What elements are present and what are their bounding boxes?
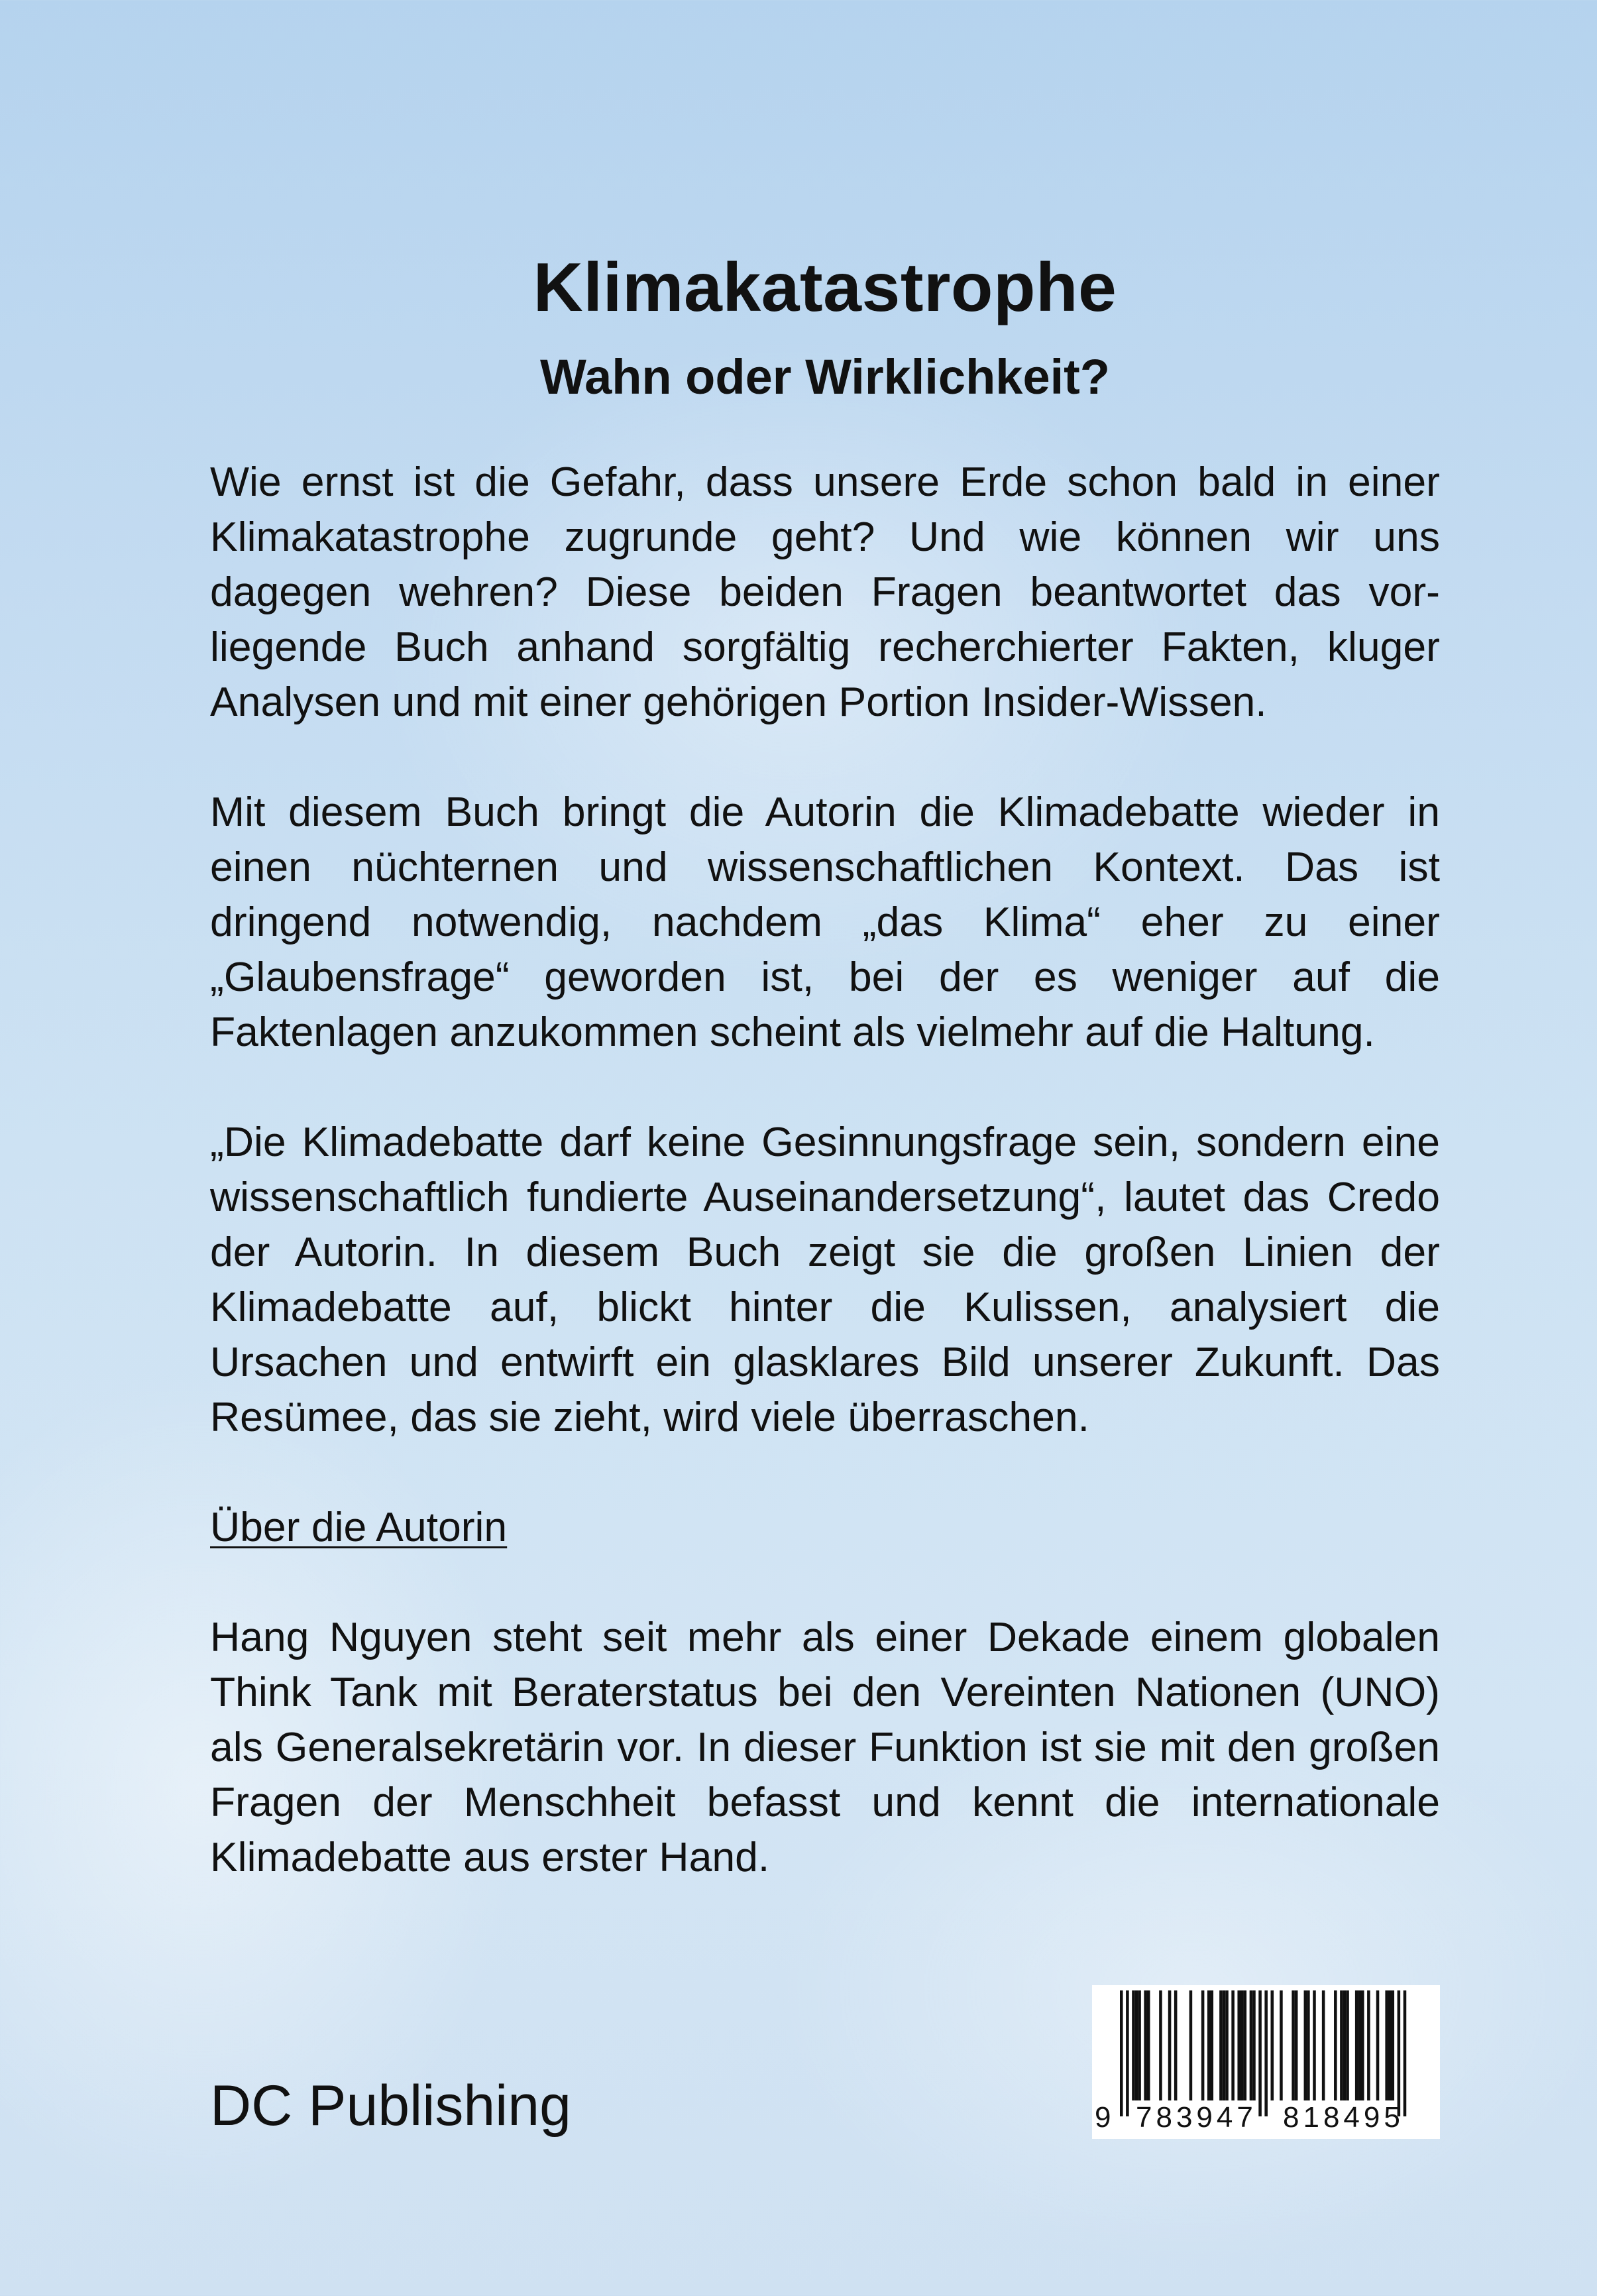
- publisher-name: DC Publishing: [210, 2074, 571, 2138]
- barcode-bar: [1304, 1990, 1307, 2100]
- barcode-bar: [1240, 1990, 1244, 2100]
- blurb-paragraph-2: Mit diesem Buch bringt die Autorin die Klimadebatte wieder in einen nüchternen und wissenschaftlichen Kontext. Das ist dringend notwendig, nachdem „das Klima“ eher zu einer „Glaubensfrage“ geworden ist, bei der es weniger auf die Faktenlagen anzukommen scheint als vielmehr auf die Haltung.: [210, 789, 1440, 1055]
- barcode-bar: [1211, 1990, 1214, 2100]
- barcode-right-group: 818495: [1283, 2101, 1404, 2134]
- barcode-bar: [1135, 1990, 1138, 2100]
- barcode-bar: [1307, 1990, 1310, 2100]
- barcode-bar: [1120, 1990, 1123, 2116]
- barcode-bar: [1404, 1990, 1407, 2116]
- barcode-bar: [1340, 1990, 1343, 2100]
- barcode-bar: [1385, 1990, 1388, 2100]
- barcode-bar: [1252, 1990, 1256, 2100]
- barcode-left-group: 783947: [1136, 2101, 1257, 2134]
- barcode-bar: [1295, 1990, 1298, 2100]
- barcode-digits: [1092, 2099, 1440, 2136]
- barcode-bar: [1361, 1990, 1364, 2100]
- barcode-bar: [1322, 1990, 1325, 2100]
- blurb-paragraph-3: „Die Klimadebatte darf keine Gesinnungsfrage sein, sondern eine wissenschaftlich fundierte Auseinandersetzung“, lautet das Credo der Autorin. In diesem Buch zeigt sie die großen Linien der Klimadebatte auf, blickt hinter die Kulissen, analysiert die Ursachen und entwirft ein glasklares Bild unserer Zukunft. Das Resümee, das sie zieht, wird viele überraschen.: [210, 1119, 1440, 1440]
- barcode-bar: [1159, 1990, 1162, 2100]
- barcode-bar: [1358, 1990, 1361, 2100]
- barcode-bar: [1392, 1990, 1395, 2100]
- barcode-bar: [1264, 1990, 1268, 2116]
- barcode-bar: [1168, 1990, 1172, 2100]
- barcode-bar: [1355, 1990, 1358, 2100]
- book-title: Klimakatastrophe: [533, 249, 1117, 326]
- barcode-bar: [1144, 1990, 1147, 2100]
- barcode-bar: [1343, 1990, 1347, 2100]
- barcode-bar: [1237, 1990, 1240, 2100]
- barcode-bar: [1271, 1990, 1274, 2100]
- barcode-bar: [1398, 1990, 1401, 2116]
- blurb: [210, 455, 1440, 1885]
- barcode-bar: [1207, 1990, 1211, 2100]
- isbn-barcode: [1092, 1985, 1440, 2139]
- barcode-bar: [1219, 1990, 1223, 2100]
- barcode-bar: [1225, 1990, 1229, 2100]
- book-subtitle: Wahn oder Wirklichkeit?: [539, 349, 1111, 404]
- barcode-bar: [1126, 1990, 1129, 2116]
- about-author-text: Hang Nguyen steht seit mehr als einer Dekade einem globalen Think Tank mit Beraterstatus bei den Vereinten Nationen (UNO) als Generalsekretärin vor. In dieser Funktion ist sie mit den großen Fragen der Menschheit befasst und kennt die internationale Klimadebatte aus erster Hand.: [210, 1614, 1440, 1880]
- barcode-bar: [1174, 1990, 1178, 2100]
- barcode-bar: [1376, 1990, 1380, 2100]
- blurb-paragraph-1: Wie ernst ist die Gefahr, dass unsere Erde schon bald in einer Klimakatastrophe zugrunde geht? Und wie können wir uns dagegen wehren? Diese beiden Fragen beantwortet das vorliegende Buch anhand sorgfältig recherchierter Fakten, kluger Analysen und mit einer gehörigen Portion Insider-Wissen.: [210, 459, 1440, 725]
- barcode-bar: [1346, 1990, 1349, 2100]
- barcode-bar: [1292, 1990, 1295, 2100]
- barcode-bar: [1367, 1990, 1370, 2100]
- barcode-bar: [1258, 1990, 1262, 2116]
- barcode-bar: [1223, 1990, 1226, 2100]
- barcode-bar: [1334, 1990, 1337, 2100]
- barcode-bar: [1313, 1990, 1316, 2100]
- barcode-bar: [1388, 1990, 1392, 2100]
- barcode-bar: [1231, 1990, 1235, 2100]
- barcode-bar: [1189, 1990, 1193, 2100]
- barcode-bar: [1132, 1990, 1135, 2100]
- barcode-bar: [1138, 1990, 1141, 2100]
- barcode-bar: [1147, 1990, 1150, 2100]
- barcode-bar: [1280, 1990, 1283, 2100]
- barcode-bar: [1201, 1990, 1205, 2100]
- barcode-bar: [1244, 1990, 1247, 2100]
- barcode-prefix-digit: 9: [1095, 2101, 1111, 2134]
- about-author-heading: Über die Autorin: [210, 1504, 508, 1550]
- barcode-bar: [1250, 1990, 1253, 2100]
